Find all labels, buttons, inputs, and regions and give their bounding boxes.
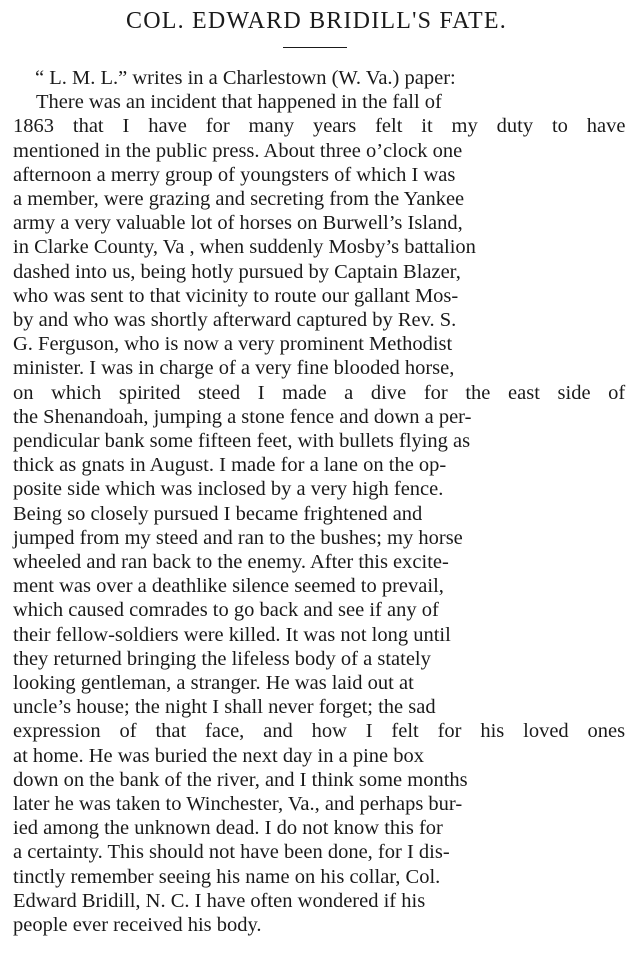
body-line: There was an incident that happened in the fall of <box>36 91 442 114</box>
article-title: COL. EDWARD BRIDILL'S FATE. <box>126 8 507 34</box>
body-line: pendicular bank some fifteen feet, with bullets flying as <box>13 430 471 452</box>
body-line: G. Ferguson, who is now a very prominent Methodist <box>13 333 453 356</box>
body-line: who was sent to that vicinity to route our gallant Mos- <box>13 284 459 307</box>
body-line: a certainty. This should not have been done, for I dis- <box>13 841 450 864</box>
body-line: a member, were grazing and secreting from the Yankee <box>13 188 465 210</box>
body-line: army a very valuable lot of horses on Burwell’s Island, <box>13 212 463 235</box>
body-line: Being so closely pursued I became frightened and <box>13 502 423 525</box>
body-line: their fellow-soldiers were killed. It was not long until <box>13 623 451 646</box>
body-line: on which spirited steed I made a dive for the east side of <box>13 381 626 404</box>
body-line: looking gentleman, a stranger. He was laid out at <box>13 672 414 694</box>
body-line: thick as gnats in August. I made for a lane on the op- <box>13 454 447 477</box>
body-line: which caused comrades to go back and see if any of <box>13 599 439 622</box>
body-line: Edward Bridill, N. C. I have often wondered if his <box>13 889 426 912</box>
body-line: the Shenandoah, jumping a stone fence and down a per- <box>13 405 472 428</box>
body-line: dashed into us, being hotly pursued by Captain Blazer, <box>13 260 461 283</box>
body-line: ied among the unknown dead. I do not know this for <box>13 817 443 840</box>
body-line: wheeled and ran back to the enemy. After this excite- <box>13 551 449 573</box>
body-line: 1863 that I have for many years felt it my duty to have <box>13 115 626 138</box>
body-line: down on the bank of the river, and I think some months <box>13 768 468 791</box>
body-line: people ever received his body. <box>13 914 262 936</box>
body-line: afternoon a merry group of youngsters of which I was <box>13 163 456 186</box>
body-line: minister. I was in charge of a very fine blooded horse, <box>13 357 455 380</box>
body-line: ment was over a deathlike silence seemed to prevail, <box>13 575 444 598</box>
body-line: tinctly remember seeing his name on his collar, Col. <box>13 865 441 888</box>
body-line: jumped from my steed and ran to the bushes; my horse <box>13 526 463 549</box>
body-line: by and who was shortly afterward captured by Rev. S. <box>13 309 457 331</box>
body-line: uncle’s house; the night I shall never forget; the sad <box>13 696 436 719</box>
body-line: at home. He was buried the next day in a pine box <box>13 744 425 767</box>
body-line: they returned bringing the lifeless body of a stately <box>13 647 431 670</box>
body-line: later he was taken to Winchester, Va., and perhaps bur- <box>13 793 463 815</box>
body-line: “ L. M. L.” writes in a Charlestown (W. Va.) paper: <box>35 67 456 89</box>
body-line: expression of that face, and how I felt for his loved ones <box>13 720 626 743</box>
body-line: mentioned in the public press. About three o’clock one <box>13 139 463 162</box>
title-divider <box>283 47 347 48</box>
body-line: posite side which was inclosed by a very high fence. <box>13 478 444 501</box>
body-line: in Clarke County, Va , when suddenly Mosby’s battalion <box>13 236 476 259</box>
